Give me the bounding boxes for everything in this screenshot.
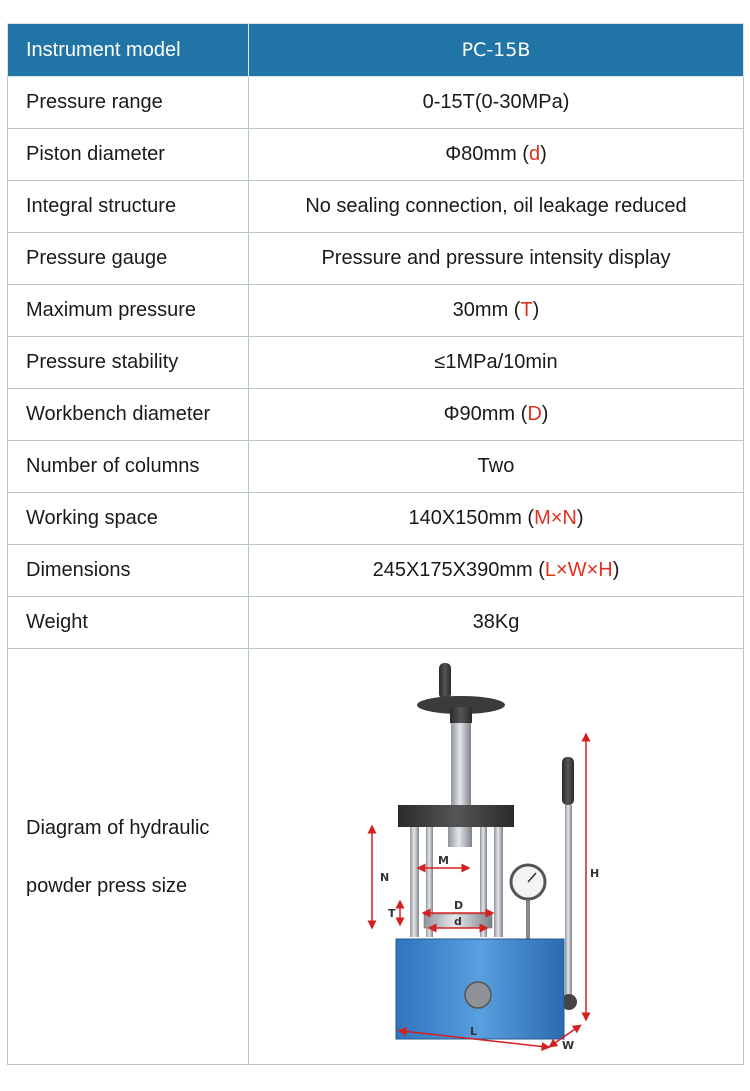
column-left	[410, 827, 419, 937]
row-label: Working space	[8, 493, 249, 545]
row-label: Integral structure	[8, 181, 249, 233]
ram	[448, 827, 472, 847]
header-row	[8, 24, 744, 77]
row-label: Dimensions	[8, 545, 249, 597]
release-knob-icon	[465, 982, 491, 1008]
header-value: PC-15B	[249, 24, 744, 77]
row-value: ≤1MPa/10min	[249, 337, 744, 389]
row-value: No sealing connection, oil leakage reduced	[249, 181, 744, 233]
handwheel-hub	[450, 707, 472, 723]
dim-N-label: N	[380, 870, 390, 884]
dim-D-label: D	[454, 898, 464, 912]
top-plate	[398, 805, 514, 827]
table-row	[8, 233, 744, 285]
handwheel-knob	[439, 663, 451, 699]
lever-grip	[562, 757, 574, 805]
table-row	[8, 285, 744, 337]
dim-d-label: d	[454, 914, 462, 928]
dim-mark: T	[520, 299, 533, 321]
table-row	[8, 77, 744, 129]
dim-W-label: W	[562, 1038, 575, 1052]
row-label: Pressure stability	[8, 337, 249, 389]
row-value: 38Kg	[249, 597, 744, 649]
table-row	[8, 493, 744, 545]
hydraulic-press-diagram	[366, 657, 626, 1057]
table-row	[8, 545, 744, 597]
diagram-label: Diagram of hydraulic powder press size	[8, 649, 249, 1065]
table-row	[8, 441, 744, 493]
row-label: Pressure gauge	[8, 233, 249, 285]
row-value: Φ90mm (D)	[249, 389, 744, 441]
dim-L-label: L	[470, 1024, 478, 1038]
spec-table	[7, 23, 744, 1065]
dim-T-label: T	[388, 906, 396, 920]
dim-mark: D	[527, 403, 542, 425]
row-label: Weight	[8, 597, 249, 649]
dim-H-label: H	[590, 866, 600, 880]
row-value: Two	[249, 441, 744, 493]
row-value: 245X175X390mm (L×W×H)	[249, 545, 744, 597]
lever-rod	[565, 805, 572, 1005]
row-label: Number of columns	[8, 441, 249, 493]
row-value: 140X150mm (M×N)	[249, 493, 744, 545]
diagram-cell	[249, 649, 744, 1065]
row-value: Pressure and pressure intensity display	[249, 233, 744, 285]
table-row	[8, 389, 744, 441]
table-row	[8, 597, 744, 649]
row-label: Workbench diameter	[8, 389, 249, 441]
row-value: 0-15T(0-30MPa)	[249, 77, 744, 129]
diagram-row	[8, 649, 744, 1065]
row-label: Maximum pressure	[8, 285, 249, 337]
table-row	[8, 337, 744, 389]
table-row	[8, 129, 744, 181]
dim-M-label: M	[438, 853, 449, 867]
table-row	[8, 181, 744, 233]
dim-mark: M×N	[534, 507, 577, 529]
row-label: Piston diameter	[8, 129, 249, 181]
dim-mark: d	[528, 143, 541, 165]
header-label: Instrument model	[8, 24, 249, 77]
screw-rod	[451, 723, 471, 805]
row-label: Pressure range	[8, 77, 249, 129]
row-value: 30mm (T)	[249, 285, 744, 337]
dim-mark: L×W×H	[544, 559, 613, 581]
column-right	[494, 827, 503, 937]
row-value: Φ80mm (d)	[249, 129, 744, 181]
